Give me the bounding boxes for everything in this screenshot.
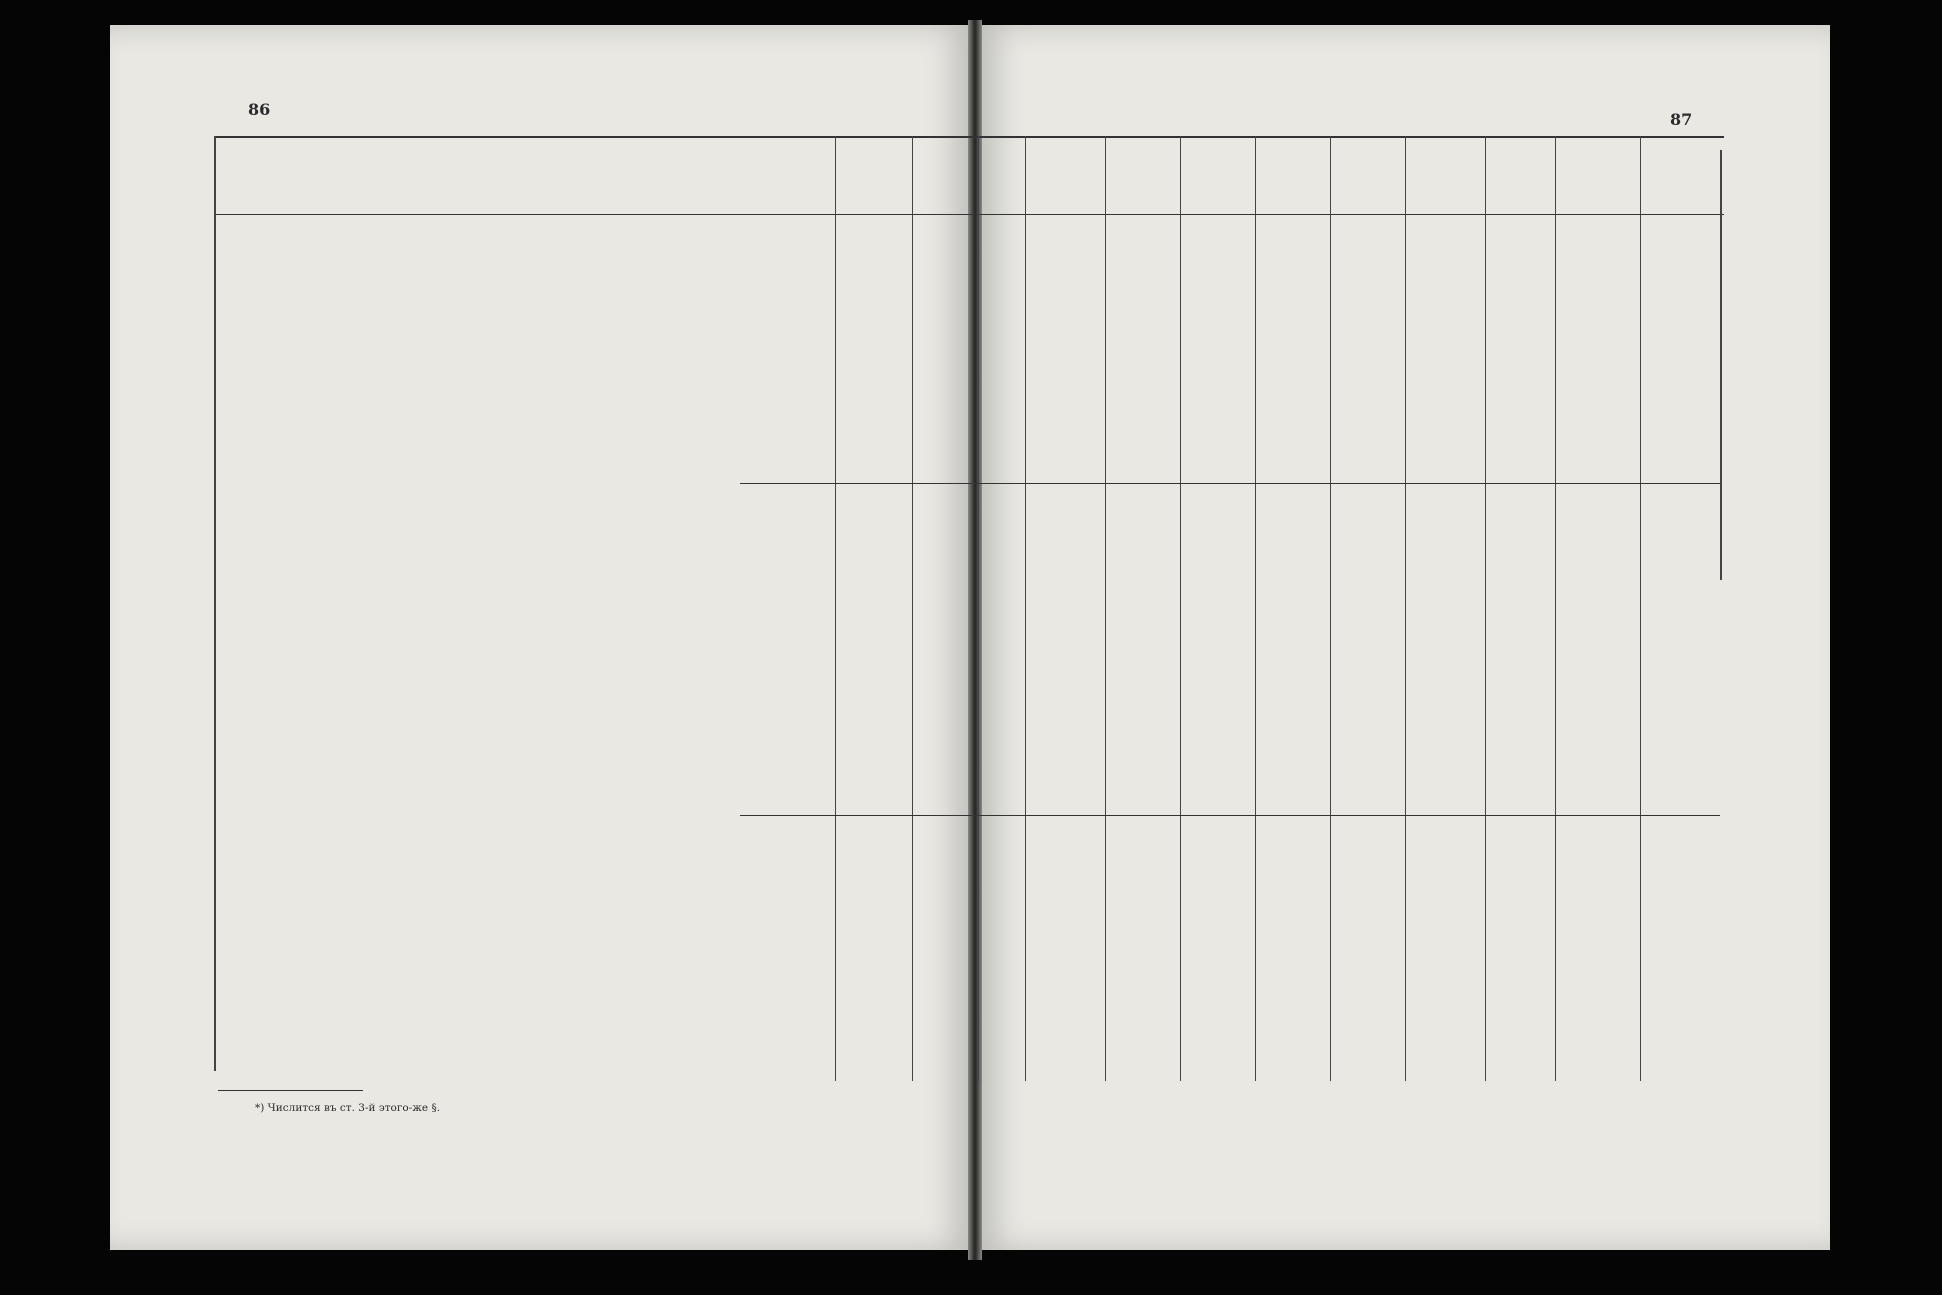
page-number-right: 87 [1670, 110, 1693, 129]
column-divider [1555, 136, 1556, 1081]
column-divider [835, 136, 836, 1081]
column-divider [1640, 136, 1641, 1081]
left-page [110, 25, 972, 1250]
header-bottom-rule [214, 214, 1724, 215]
total-rule-v [740, 483, 1720, 484]
column-divider [912, 136, 913, 1081]
column-divider [1485, 136, 1486, 1081]
column-divider [1180, 136, 1181, 1081]
page-number-left: 86 [248, 100, 271, 119]
footnote: *) Числится въ ст. 3-й этого-же §. [255, 1102, 441, 1114]
column-divider [978, 136, 979, 1081]
total-rule-vi [740, 815, 1720, 816]
column-divider [1330, 136, 1331, 1081]
table-right-border [1720, 150, 1722, 580]
footnote-rule [218, 1090, 363, 1091]
column-divider [1025, 136, 1026, 1081]
column-divider [1105, 136, 1106, 1081]
table-left-border [214, 136, 216, 1071]
book-gutter [968, 20, 982, 1260]
column-divider [1405, 136, 1406, 1081]
column-divider [1255, 136, 1256, 1081]
table-top-rule [214, 136, 1724, 138]
